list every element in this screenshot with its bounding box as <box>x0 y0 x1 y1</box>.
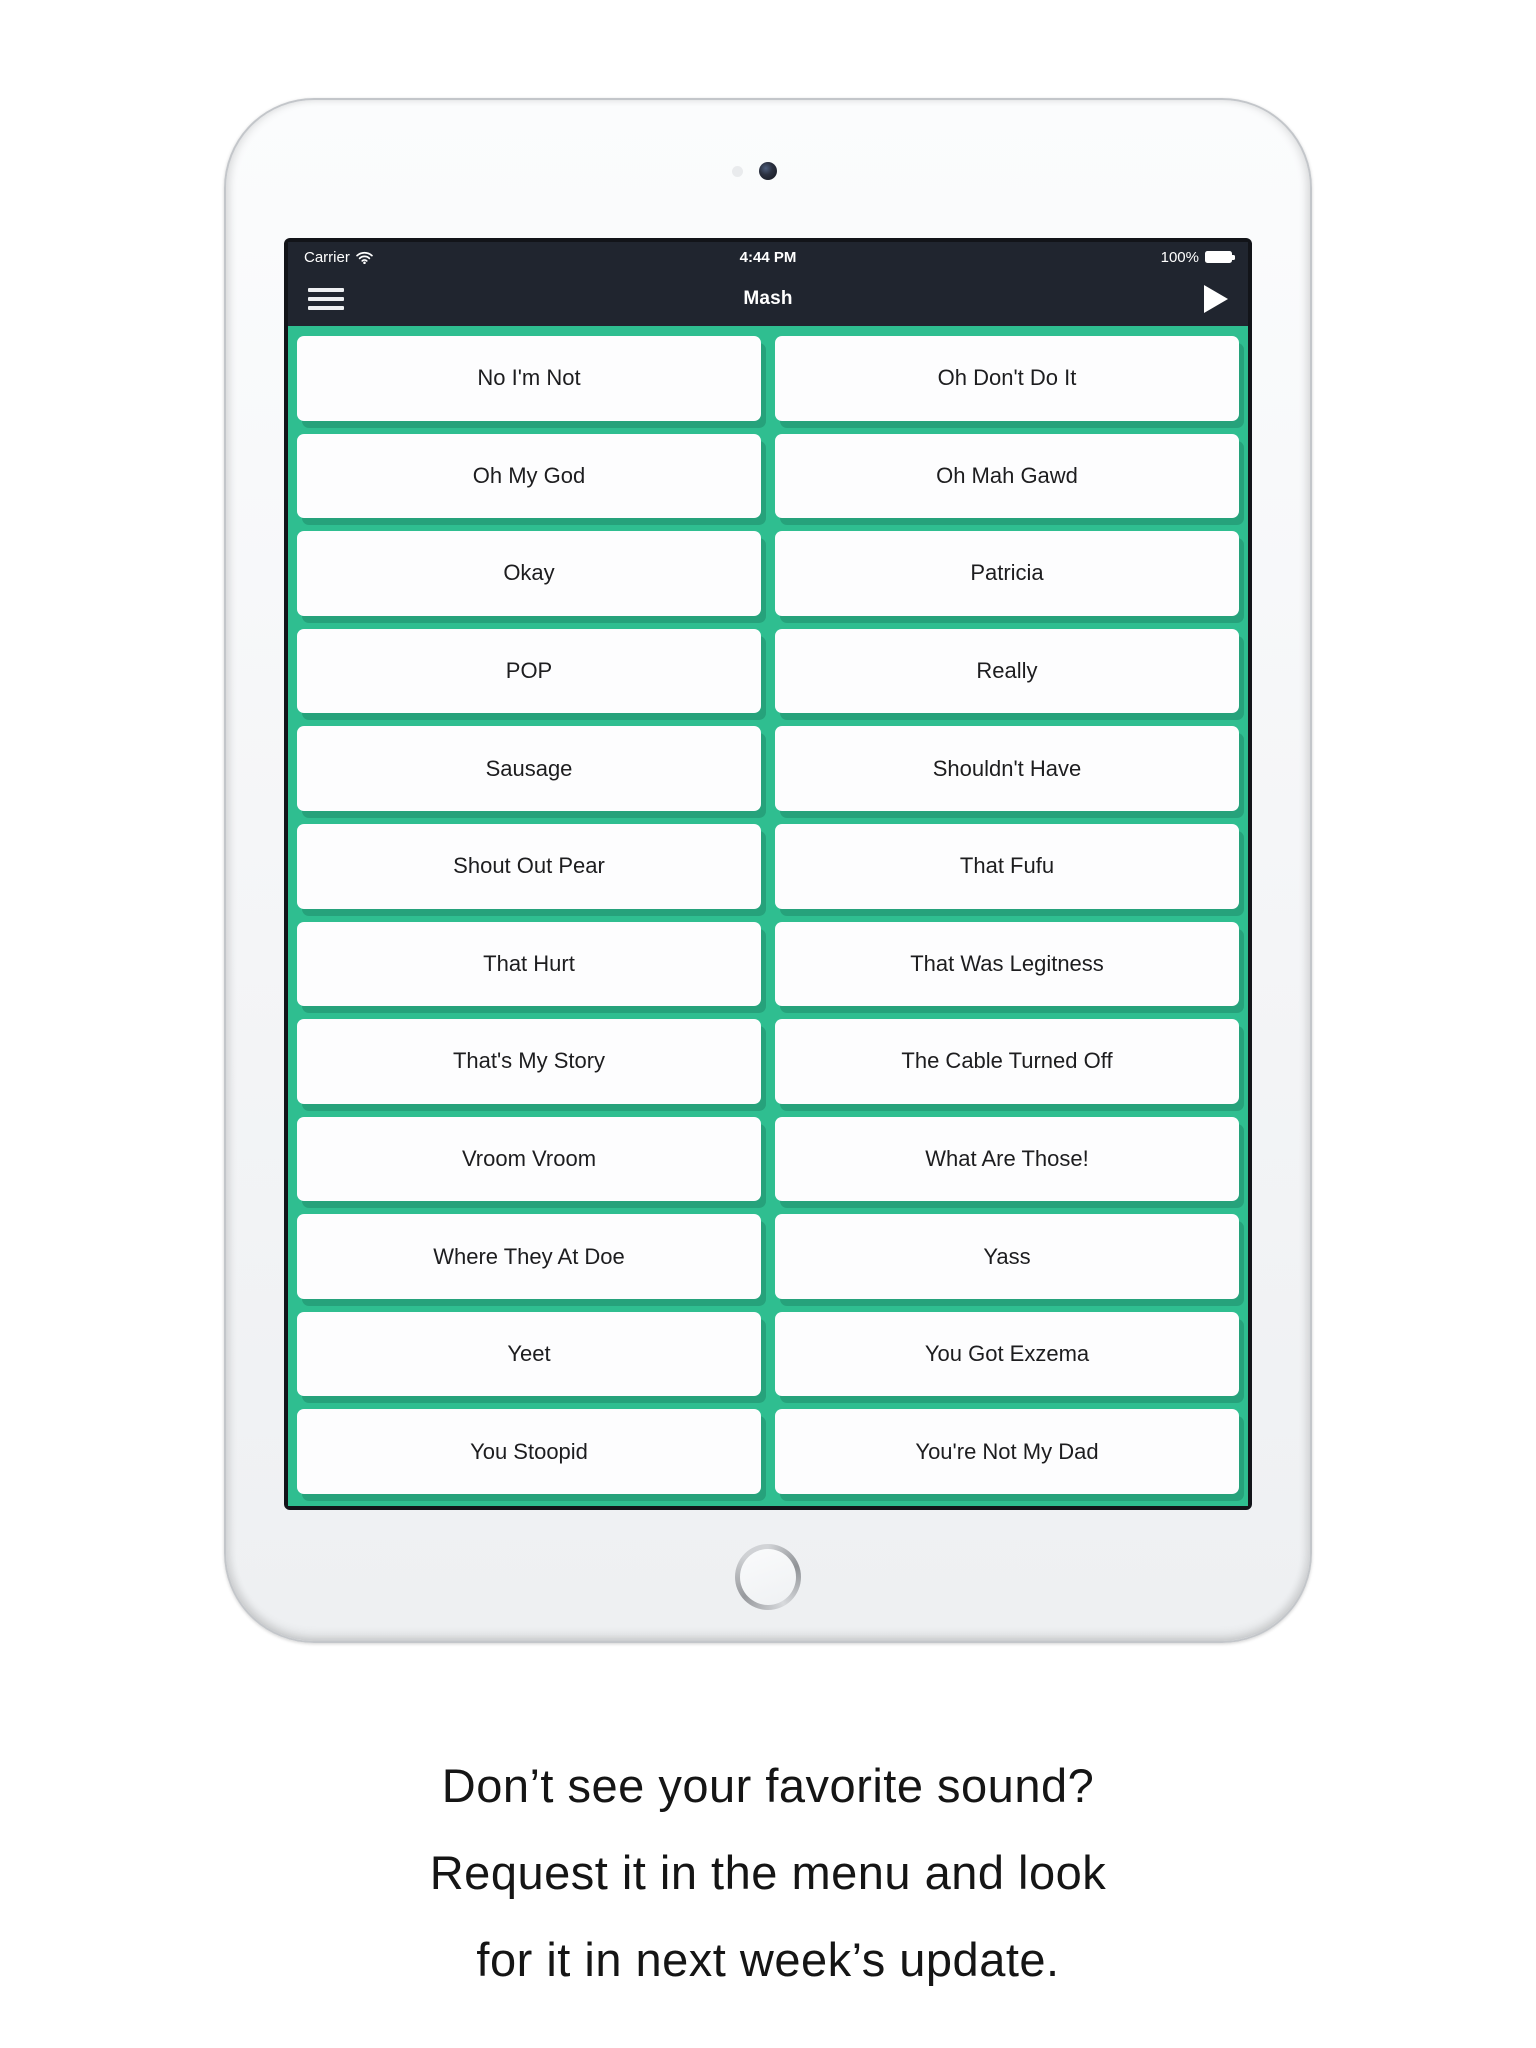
sound-button[interactable]: Sausage <box>297 726 761 811</box>
menu-button[interactable] <box>308 283 344 315</box>
sound-button[interactable]: Where They At Doe <box>297 1214 761 1299</box>
hamburger-icon <box>308 288 344 293</box>
sound-button[interactable]: POP <box>297 629 761 714</box>
sound-button[interactable]: The Cable Turned Off <box>775 1019 1239 1104</box>
mash-app <box>288 242 1248 1506</box>
sound-button[interactable]: Really <box>775 629 1239 714</box>
sound-button[interactable]: Shouldn't Have <box>775 726 1239 811</box>
sound-button[interactable]: Okay <box>297 531 761 616</box>
battery-percent-label: 100% <box>1160 248 1199 266</box>
app-title: Mash <box>743 288 793 309</box>
sound-button[interactable]: You Got Exzema <box>775 1312 1239 1397</box>
carrier-label: Carrier <box>304 248 350 266</box>
play-button[interactable] <box>1204 285 1228 313</box>
sound-button[interactable]: You Stoopid <box>297 1409 761 1494</box>
sound-button[interactable]: Vroom Vroom <box>297 1117 761 1202</box>
caption-line-1: Don’t see your favorite sound? <box>441 1759 1095 1812</box>
sound-button[interactable]: Oh Mah Gawd <box>775 434 1239 519</box>
caption-text <box>0 1742 1536 2003</box>
sound-button[interactable]: That Was Legitness <box>775 922 1239 1007</box>
sound-button[interactable]: That's My Story <box>297 1019 761 1104</box>
nav-bar <box>288 272 1248 326</box>
caption-line-2: Request it in the menu and look <box>429 1846 1107 1899</box>
home-button[interactable] <box>735 1544 801 1610</box>
sound-button[interactable]: Oh Don't Do It <box>775 336 1239 421</box>
sound-button[interactable]: Yass <box>775 1214 1239 1299</box>
status-bar <box>288 242 1248 272</box>
battery-icon <box>1205 251 1232 263</box>
sound-button[interactable]: What Are Those! <box>775 1117 1239 1202</box>
wifi-icon <box>356 251 373 264</box>
sound-button[interactable]: No I'm Not <box>297 336 761 421</box>
ipad-frame <box>224 98 1312 1643</box>
sound-button[interactable]: That Hurt <box>297 922 761 1007</box>
sound-button[interactable]: Shout Out Pear <box>297 824 761 909</box>
sound-button[interactable]: Oh My God <box>297 434 761 519</box>
light-sensor-dot <box>732 166 743 177</box>
sound-button[interactable]: You're Not My Dad <box>775 1409 1239 1494</box>
sound-button[interactable]: Yeet <box>297 1312 761 1397</box>
sound-button[interactable]: Patricia <box>775 531 1239 616</box>
sound-grid <box>288 326 1248 1506</box>
front-camera <box>759 162 777 180</box>
ipad-screen <box>284 238 1252 1510</box>
clock-label: 4:44 PM <box>739 248 797 266</box>
caption-line-3: for it in next week’s update. <box>476 1933 1060 1986</box>
sound-button[interactable]: That Fufu <box>775 824 1239 909</box>
